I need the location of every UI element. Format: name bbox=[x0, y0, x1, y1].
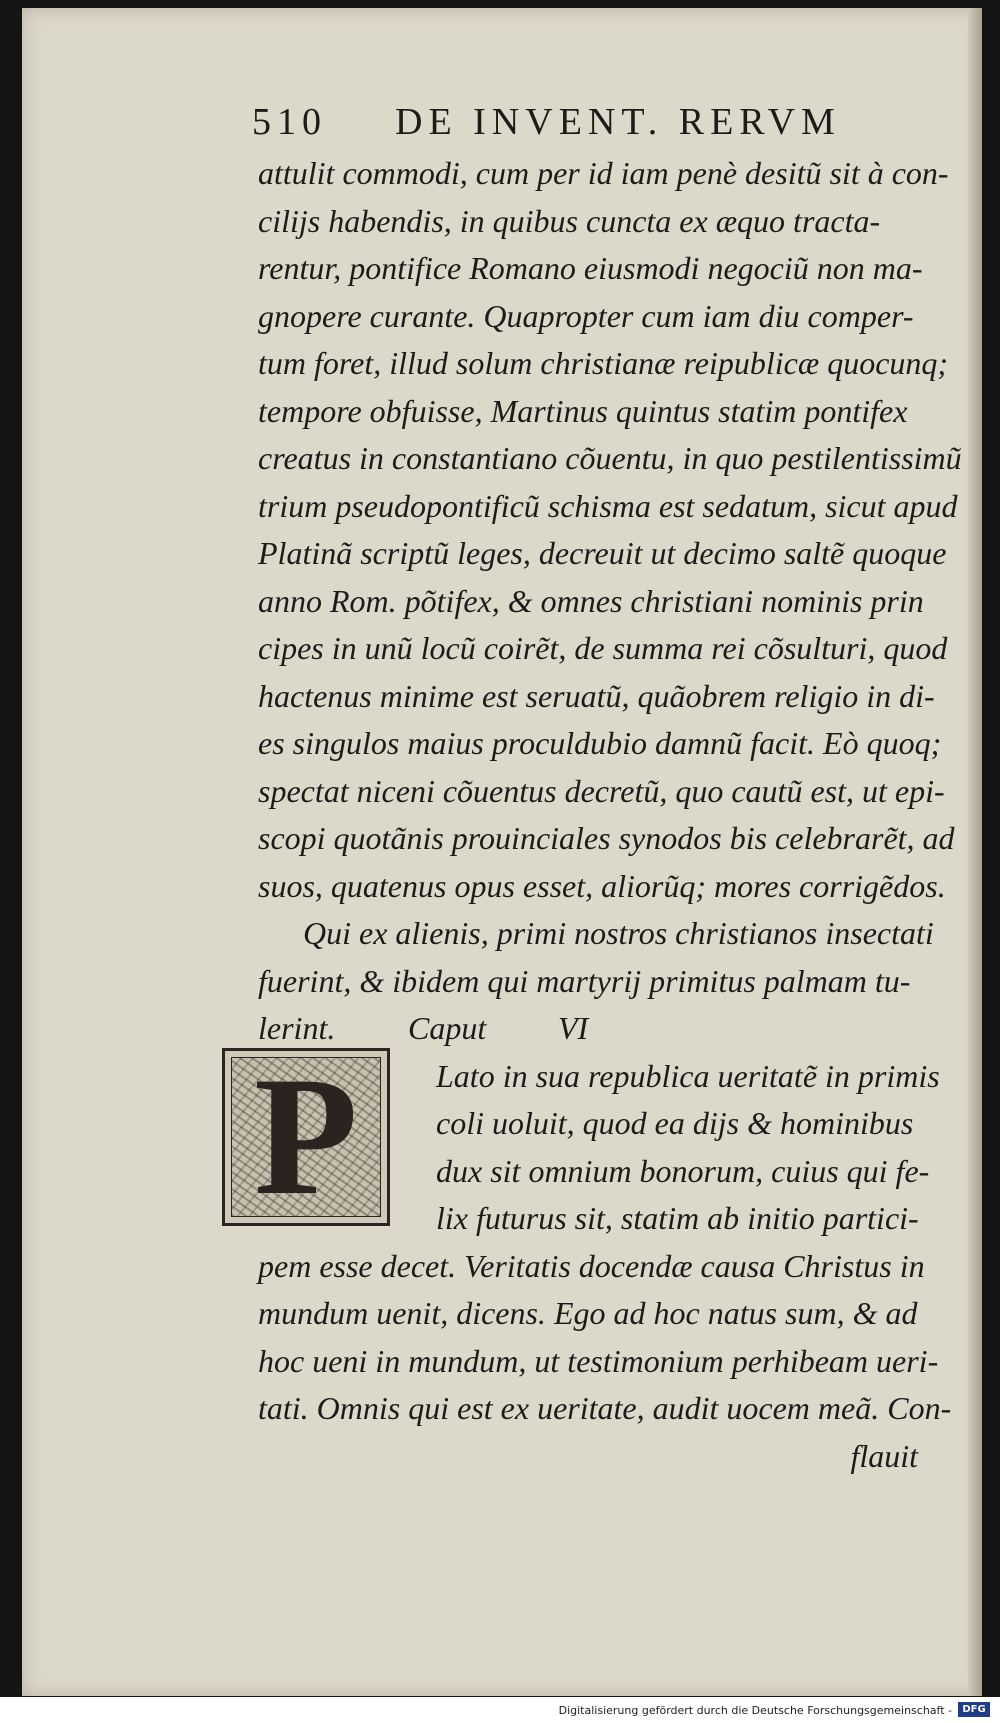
text-block bbox=[258, 150, 962, 1480]
page-edge bbox=[968, 8, 982, 1696]
text-line: anno Rom. põtifex, & omnes christiani nominis prin bbox=[258, 582, 924, 619]
catchword: flauit bbox=[850, 1437, 918, 1474]
text-line: creatus in constantiano cõuentu, in quo pestilentissimũ bbox=[258, 440, 962, 476]
page-number: 510 bbox=[252, 101, 327, 143]
running-title: DE INVENT. RERVM bbox=[395, 101, 841, 143]
book-page bbox=[22, 8, 982, 1696]
text-line: dux sit omnium bonorum, cuius qui fe- bbox=[436, 1152, 930, 1189]
text-line: hoc ueni in mundum, ut testimonium perhibeam ueri- bbox=[258, 1342, 939, 1379]
initial-letter: P bbox=[254, 1042, 358, 1230]
decorated-initial bbox=[222, 1042, 390, 1230]
text-line: spectat niceni cõuentus decretũ, quo cautũ est, ut epi- bbox=[258, 772, 945, 809]
text-line: es singulos maius proculdubio damnũ facit. Eò quoq; bbox=[258, 725, 942, 761]
text-line: coli uoluit, quod ea dijs & hominibus bbox=[436, 1105, 914, 1141]
text-line: cipes in unũ locũ coirẽt, de summa rei cõsulturi, quod bbox=[258, 630, 948, 666]
text-line: cilijs habendis, in quibus cuncta ex æquo tracta- bbox=[258, 202, 881, 239]
text-line: scopi quotãnis prouinciales synodos bis celebrarẽt, ad bbox=[258, 820, 955, 856]
text-line: tempore obfuisse, Martinus quintus statim pontifex bbox=[258, 392, 908, 429]
chapter-label: Caput bbox=[408, 1010, 487, 1046]
text-line: tum foret, illud solum christianæ reipublicæ quocunq; bbox=[258, 345, 949, 381]
text-line: mundum uenit, dicens. Ego ad hoc natus sum, & ad bbox=[258, 1295, 918, 1331]
text-line: hactenus minime est seruatũ, quãobrem religio in di- bbox=[258, 677, 935, 714]
text-line: attulit commodi, cum per id iam penè desitũ sit à con- bbox=[258, 155, 949, 191]
text-line: gnopere curante. Quapropter cum iam diu comper- bbox=[258, 297, 914, 334]
text-line: lix futurus sit, statim ab initio partici- bbox=[436, 1200, 919, 1236]
running-head bbox=[227, 100, 927, 150]
text-line: tati. Omnis qui est ex ueritate, audit uocem meã. Con- bbox=[258, 1390, 952, 1426]
text-line: rentur, pontifice Romano eiusmodi negociũ non ma- bbox=[258, 250, 923, 286]
digitization-footer bbox=[0, 1697, 1000, 1723]
text-line: suos, quatenus opus esset, aliorũq; mores corrigẽdos. bbox=[258, 867, 946, 904]
heading-word: lerint. bbox=[258, 1010, 336, 1046]
text-line: Platinã scriptũ leges, decreuit ut decimo saltẽ quoque bbox=[258, 535, 947, 571]
chapter-heading-line: fuerint, & ibidem qui martyrij primitus palmam tu- bbox=[258, 962, 911, 999]
dfg-logo: DFG bbox=[958, 1702, 990, 1717]
chapter-number: VI bbox=[558, 1010, 589, 1046]
chapter-heading-line: Qui ex alienis, primi nostros christianos insectati bbox=[303, 915, 934, 951]
text-line: Lato in sua republica ueritatẽ in primis bbox=[436, 1057, 940, 1094]
text-line: trium pseudopontificũ schisma est sedatum, sicut apud bbox=[258, 487, 958, 524]
footer-credit: Digitalisierung gefördert durch die Deutsche Forschungsgemeinschaft - bbox=[558, 1704, 952, 1717]
text-line: pem esse decet. Veritatis docendæ causa Christus in bbox=[258, 1247, 925, 1284]
